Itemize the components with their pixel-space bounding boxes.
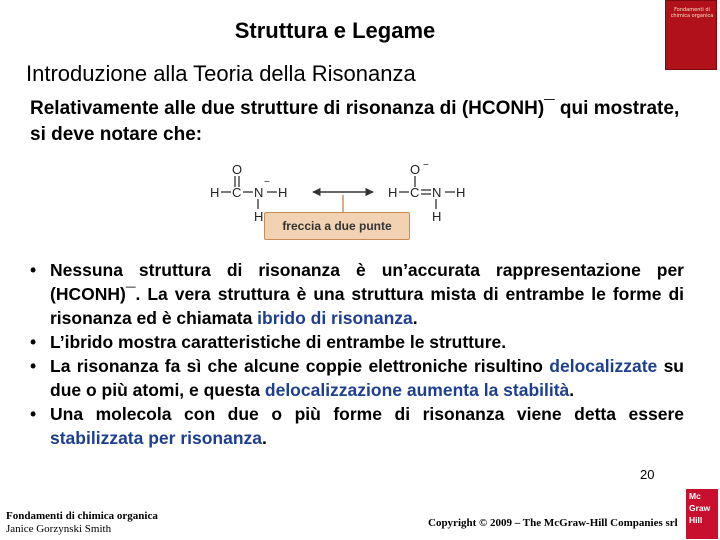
logo-line-2: Graw [689,503,711,513]
atom-c-right: C [410,185,420,200]
atom-n-left: N [254,185,264,200]
arrow-label-box [264,212,410,240]
atom-h-left: H [210,185,220,200]
highlighted-term: ibrido di risonanza [257,308,413,328]
highlighted-term: stabilizzata per risonanza [50,428,263,448]
highlighted-term: delocalizzazione aumenta la stabilità [264,380,570,400]
logo-line-3: Hill [689,515,703,525]
bullet-marker: • [30,404,37,424]
bullet-item [30,354,684,402]
bullet-marker: • [30,332,37,352]
bullet-text: Una molecola con due o più forme di risonanza viene detta essere [50,404,684,424]
atom-h2-right: H [456,185,466,200]
bullet-item [30,402,684,450]
charge-left: − [264,177,270,188]
page-number: 20 [640,467,655,482]
atom-o-left: O [232,162,243,177]
atom-h3-left: H [254,209,264,224]
bullet-text: . [569,380,575,400]
intro-text: Relativamente alle due strutture di risonanza di (HCONH)¯ qui mostrate, si deve notare che: [30,98,680,145]
bullet-text: . [262,428,267,448]
atom-h2-left: H [278,185,288,200]
book-cover-image [665,0,717,70]
atom-h-right: H [388,185,398,200]
atom-n-right: N [432,185,442,200]
book-cover-title: Fondamenti di chimica organica [670,7,714,19]
slide-header-title: Struttura e Legame [234,18,436,43]
atom-h3-right: H [432,209,442,224]
bullet-text: La risonanza fa sì che alcune coppie elettroniche risultino [50,356,550,376]
bullet-item [30,258,684,330]
arrow-label: freccia a due punte [282,219,392,233]
bullet-text: su due o più atomi, e questa [50,356,685,400]
atom-o-right: O [410,162,421,177]
mcgraw-hill-logo [686,489,718,539]
charge-right: − [423,160,429,171]
bullet-item [30,330,684,354]
atom-c-left: C [232,185,242,200]
bullet-marker: • [30,260,37,280]
bullet-text: Nessuna struttura di risonanza è un’accurata rappresentazione per (HCONH)¯. La vera struttura è una struttura mista di entrambe le forme di risonanza ed è chiamata [50,260,684,328]
section-title: Introduzione alla Teoria della Risonanza [26,61,416,86]
bullet-text: L’ibrido mostra caratteristiche di entrambe le strutture. [50,332,507,352]
footer-book-title: Fondamenti di chimica organica [6,510,158,522]
footer-author: Janice Gorzynski Smith [6,523,112,535]
highlighted-term: delocalizzate [549,356,658,376]
logo-line-1: Mc [689,491,701,501]
copyright-text: Copyright © 2009 – The McGraw-Hill Companies srl [428,517,678,529]
bullet-list [30,258,684,450]
bullet-text: . [412,308,418,328]
bullet-marker: • [30,356,37,376]
footer-book-info [6,510,158,536]
